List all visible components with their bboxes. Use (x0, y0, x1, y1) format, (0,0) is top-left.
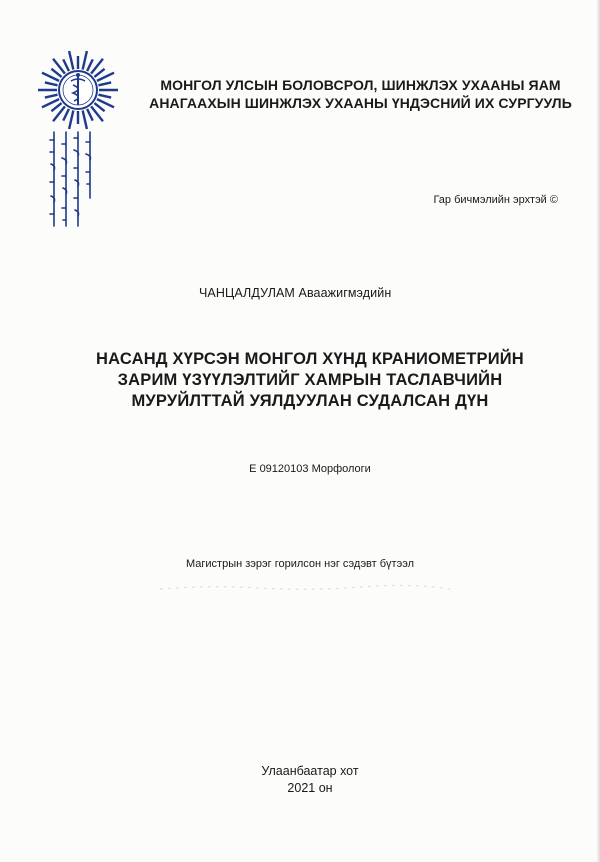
ministry-line-2: АНАГААХЫН ШИНЖЛЭХ УХААНЫ ҮНДЭСНИЙ ИХ СУРГУУЛЬ (149, 95, 572, 111)
footer-year: 2021 он (287, 781, 333, 795)
degree-note: Магистрын зэрэг горилсон нэг сэдэвт бүтээл (186, 558, 414, 570)
sunburst-ray (63, 109, 69, 121)
sunburst-ray (94, 69, 104, 77)
sunburst-ray (63, 59, 69, 71)
sunburst-ray (69, 51, 73, 70)
sunburst-ray (51, 69, 61, 77)
specialty-code: E 09120103 Морфологи (249, 463, 371, 475)
sunburst-ray (45, 95, 58, 98)
sunburst-ray (87, 109, 93, 121)
ministry-line-1: МОНГОЛ УЛСЫН БОЛОВСРОЛ, ШИНЖЛЭХ УХААНЫ ЯАМ (160, 77, 561, 93)
sunburst-ray (94, 103, 104, 111)
footer-place-year (200, 763, 420, 797)
thesis-title-line-1: НАСАНД ХҮРСЭН МОНГОЛ ХҮНД КРАНИОМЕТРИЙН (96, 350, 524, 368)
sunburst-ray (83, 51, 87, 70)
sunburst-ray (51, 103, 61, 111)
sunburst-ray (98, 82, 111, 85)
scan-smudge (150, 581, 460, 593)
thesis-title-line-3: МУРУЙЛТТАЙ УЯЛДУУЛАН СУДАЛСАН ДҮН (131, 392, 489, 410)
page-edge-shadow (596, 0, 600, 862)
sunburst-ray (98, 95, 111, 98)
thesis-title-line-2: ЗАРИМ ҮЗҮҮЛЭЛТИЙГ ХАМРЫН ТАСЛАВЧИЙН (117, 371, 503, 389)
footer-city: Улаанбаатар хот (261, 764, 359, 778)
sunburst-ray (45, 82, 58, 85)
university-logo-icon (30, 48, 126, 236)
sunburst-ray (83, 110, 87, 129)
sunburst-ray (87, 59, 93, 71)
copyright-notice: Гар бичмэлийн эрхтэй © (433, 194, 558, 206)
thesis-title (80, 349, 540, 412)
sunburst-ray (69, 110, 73, 129)
author-name: ЧАНЦАЛДУЛАМ Аваажигмэдийн (199, 286, 392, 300)
ministry-heading (138, 76, 583, 112)
